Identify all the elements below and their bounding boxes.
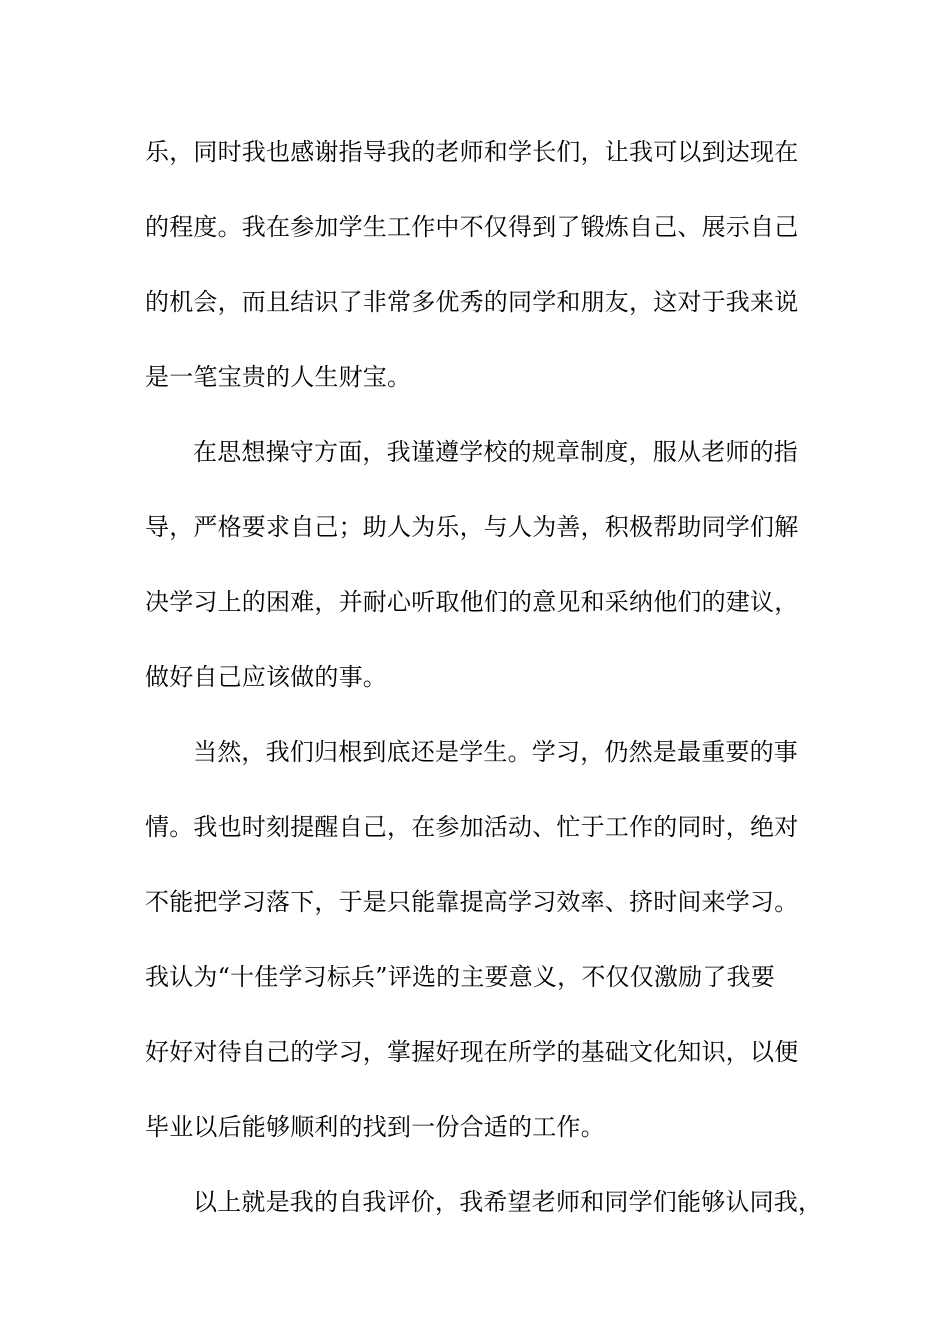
text-line: 好好对待自己的学习，掌握好现在所学的基础文化知识，以便: [145, 1038, 799, 1066]
text-line: 不能把学习落下，于是只能靠提高学习效率、挤时间来学习。: [145, 888, 799, 916]
paragraph-start-line: 以上就是我的自我评价，我希望老师和同学们能够认同我，: [193, 1188, 823, 1216]
paragraph-start-line: 当然，我们归根到底还是学生。学习，仍然是最重要的事: [193, 738, 798, 766]
text-line: 的机会，而且结识了非常多优秀的同学和朋友，这对于我来说: [145, 288, 799, 316]
body-text: [145, 130, 825, 1255]
text-line: 毕业以后能够顺利的找到一份合适的工作。: [145, 1113, 605, 1141]
text-line: 乐，同时我也感谢指导我的老师和学长们，让我可以到达现在: [145, 138, 799, 166]
text-line: 做好自己应该做的事。: [145, 663, 387, 691]
text-line: 是一笔宝贵的人生财宝。: [145, 363, 412, 391]
text-line: 情。我也时刻提醒自己，在参加活动、忙于工作的同时，绝对: [145, 813, 799, 841]
text-line: 的程度。我在参加学生工作中不仅得到了锻炼自己、展示自己: [145, 213, 799, 241]
text-line: 决学习上的困难，并耐心听取他们的意见和采纳他们的建议，: [145, 588, 799, 616]
text-line: 导，严格要求自己；助人为乐，与人为善，积极帮助同学们解: [145, 513, 799, 541]
paragraph-start-line: 在思想操守方面，我谨遵学校的规章制度，服从老师的指: [193, 438, 798, 466]
text-line: 我认为“十佳学习标兵”评选的主要意义，不仅仅激励了我要: [145, 963, 775, 991]
